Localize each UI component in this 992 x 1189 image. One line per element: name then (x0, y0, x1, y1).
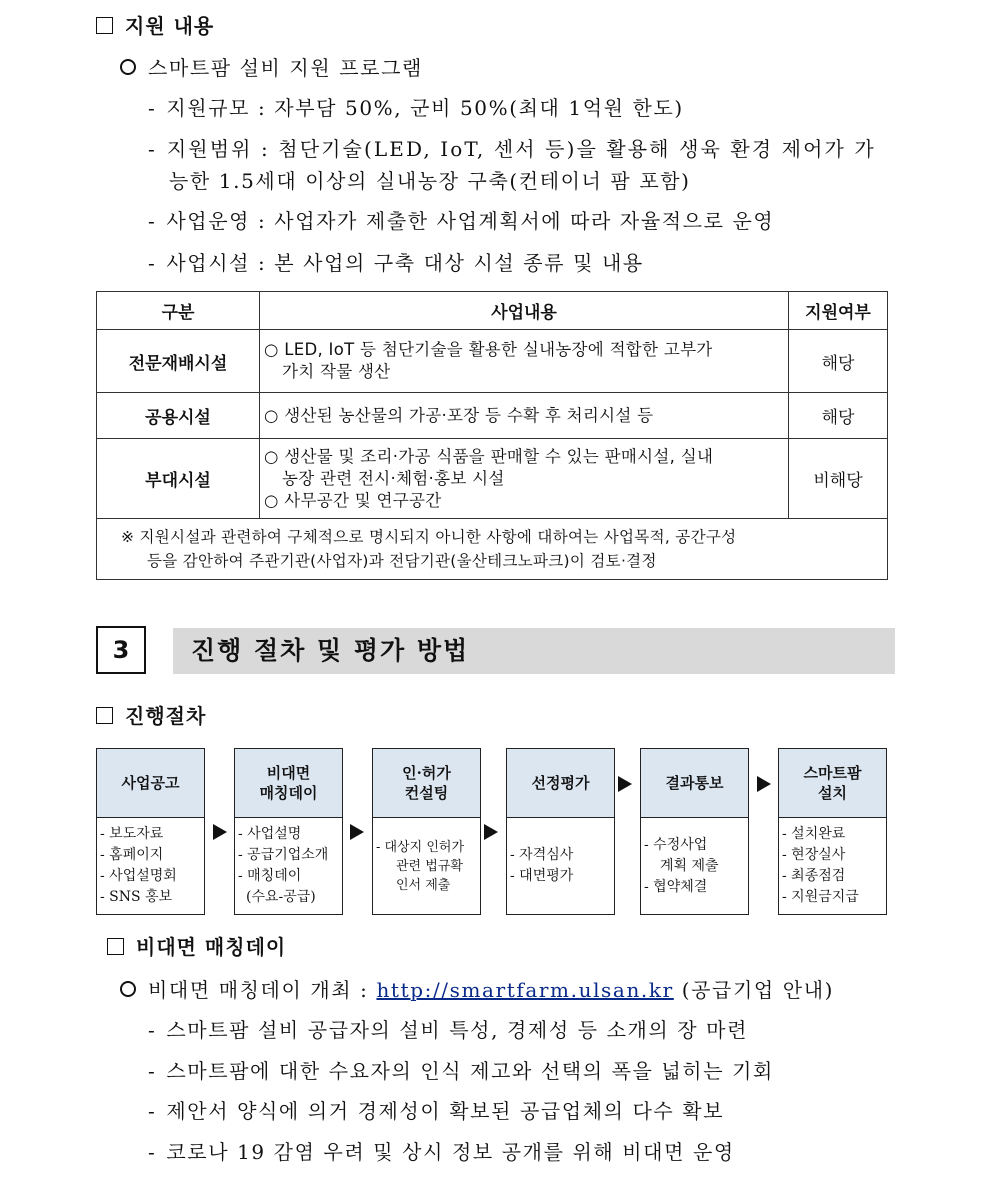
procedure-heading: 진행절차 (96, 700, 206, 729)
section-number: 3 (96, 626, 146, 674)
table-row (97, 330, 888, 393)
square-bullet-icon (96, 17, 113, 34)
row-content: ○ LED, IoT 등 첨단기술을 활용한 실내농장에 적합한 고부가 가치 작물 생산 (260, 330, 789, 393)
support-heading: 지원 내용 (96, 10, 214, 39)
facility-table (96, 291, 888, 580)
flow-step (506, 748, 615, 915)
table-header-row (97, 292, 888, 330)
support-item-scope: - 지원범위 : 첨단기술(LED, IoT, 센서 등)을 활용해 생육 환경 제어가 가 (148, 137, 876, 161)
flow-step-items: - 대상지 인허가 관련 법규확 인서 제출 (372, 818, 481, 915)
circle-bullet-icon (120, 59, 136, 75)
flow-step (96, 748, 205, 915)
support-item-scope-cont: 능한 1.5세대 이상의 실내농장 구축(컨테이너 팜 포함) (169, 169, 691, 193)
matching-item: - 제안서 양식에 의거 경제성이 확보된 공급업체의 다수 확보 (148, 1099, 725, 1123)
smartfarm-link[interactable]: http://smartfarm.ulsan.kr (376, 978, 674, 1002)
flow-step-items: - 수정사업 계획 제출 - 협약체결 (640, 818, 749, 915)
header-support: 지원여부 (789, 292, 888, 330)
flow-step-title: 사업공고 (96, 748, 205, 818)
flow-step (778, 748, 887, 915)
program-title: 스마트팜 설비 지원 프로그램 (120, 52, 423, 81)
section-title: 진행 절차 및 평가 방법 (173, 628, 895, 674)
flow-step-items: - 설치완료 - 현장실사 - 최종점검 - 지원금지급 (778, 818, 887, 915)
square-bullet-icon (96, 707, 113, 724)
table-row (97, 393, 888, 439)
flow-step-title: 결과통보 (640, 748, 749, 818)
arrow-right-icon (213, 824, 227, 840)
header-content: 사업내용 (260, 292, 789, 330)
support-item-facilities: - 사업시설 : 본 사업의 구축 대상 시설 종류 및 내용 (148, 251, 644, 275)
matching-item: - 스마트팜에 대한 수요자의 인식 제고와 선택의 폭을 넓히는 기회 (148, 1059, 774, 1083)
row-support: 해당 (789, 393, 888, 439)
row-support: 해당 (789, 330, 888, 393)
matching-item: - 스마트팜 설비 공급자의 설비 특성, 경제성 등 소개의 장 마련 (148, 1018, 749, 1042)
row-support: 비해당 (789, 439, 888, 519)
flow-step-items: - 보도자료 - 홈페이지 - 사업설명회 - SNS 홍보 (96, 818, 205, 915)
flow-step (372, 748, 481, 915)
flow-step-title: 스마트팜 설치 (778, 748, 887, 818)
matching-intro: 비대면 매칭데이 개최 : http://smartfarm.ulsan.kr (공급기업 안내) (120, 974, 834, 1003)
row-category: 부대시설 (97, 439, 260, 519)
flow-step-title: 인·허가 컨설팅 (372, 748, 481, 818)
flow-step (234, 748, 343, 915)
square-bullet-icon (107, 938, 124, 955)
circle-bullet-icon (120, 981, 136, 997)
flow-step-items: - 사업설명 - 공급기업소개 - 매칭데이 (수요-공급) (234, 818, 343, 915)
table-note: ※ 지원시설과 관련하여 구체적으로 명시되지 아니한 사항에 대하여는 사업목적, 공간구성 등을 감안하여 주관기관(사업자)과 전담기관(울산테크노파크)이 검토·결정 (97, 519, 888, 580)
table-note-row (97, 519, 888, 580)
table-row (97, 439, 888, 519)
arrow-right-icon (350, 824, 364, 840)
header-category: 구분 (97, 292, 260, 330)
flow-step-title: 비대면 매칭데이 (234, 748, 343, 818)
matching-heading: 비대면 매칭데이 (107, 931, 286, 960)
support-item-scale: - 지원규모 : 자부담 50%, 군비 50%(최대 1억원 한도) (148, 96, 684, 120)
row-content: ○ 생산물 및 조리·가공 식품을 판매할 수 있는 판매시설, 실내 농장 관련 전시·체험·홍보 시설 ○ 사무공간 및 연구공간 (260, 439, 789, 519)
arrow-right-icon (484, 824, 498, 840)
matching-item: - 코로나 19 감염 우려 및 상시 정보 공개를 위해 비대면 운영 (148, 1140, 735, 1164)
arrow-right-icon (618, 776, 632, 792)
arrow-right-icon (757, 776, 771, 792)
row-category: 공용시설 (97, 393, 260, 439)
row-content: ○ 생산된 농산물의 가공·포장 등 수확 후 처리시설 등 (260, 393, 789, 439)
flow-step (640, 748, 749, 915)
flow-step-items: - 자격심사 - 대면평가 (506, 818, 615, 915)
flow-step-title: 선정평가 (506, 748, 615, 818)
support-item-operation: - 사업운영 : 사업자가 제출한 사업계획서에 따라 자율적으로 운영 (148, 209, 775, 233)
row-category: 전문재배시설 (97, 330, 260, 393)
